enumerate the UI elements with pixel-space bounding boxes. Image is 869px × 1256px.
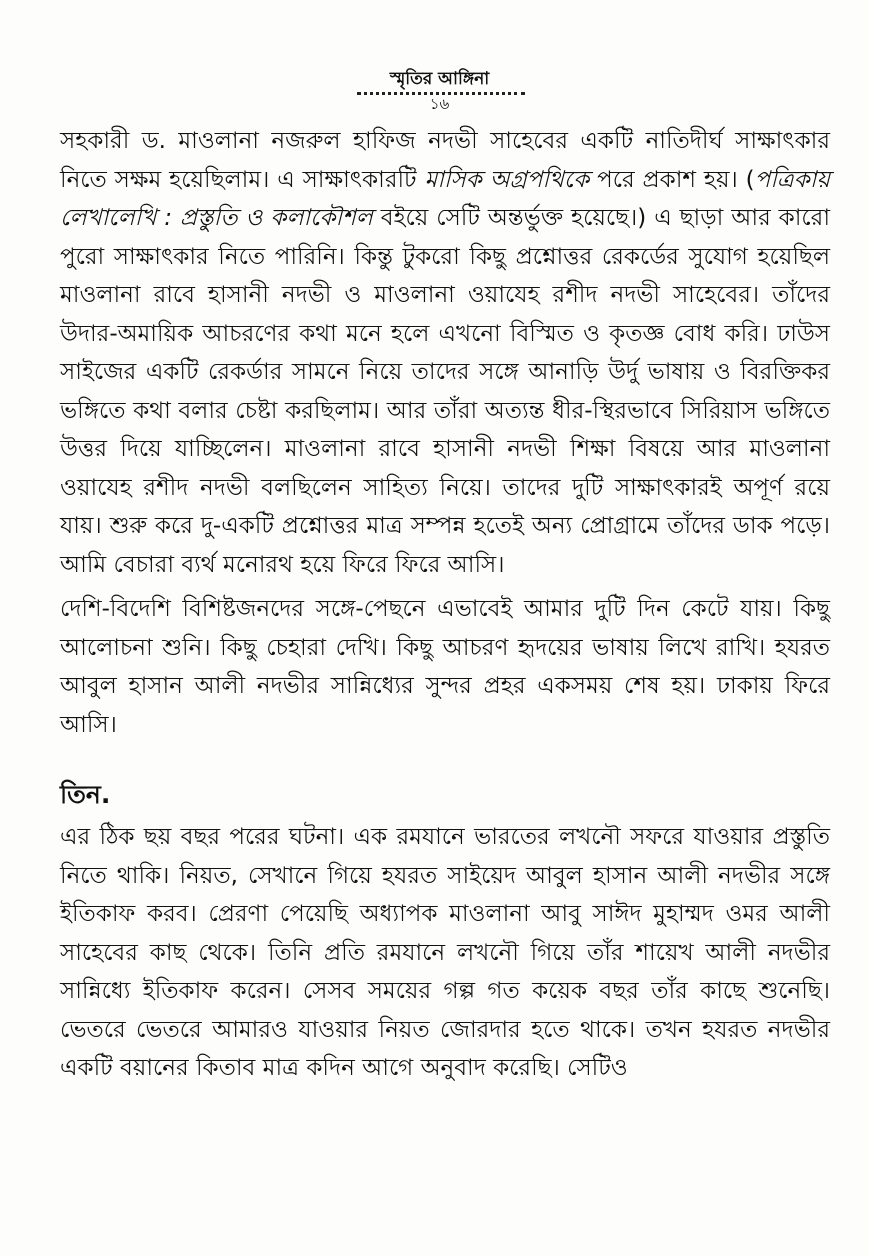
paragraph-1 [60,122,830,584]
page-header [0,68,869,113]
page-number: ১৬ [429,95,450,113]
text-segment: বইয়ে সেটি অন্তর্ভুক্ত হয়েছে।) এ ছাড়া আর কারো পুরো সাক্ষাৎকার নিতে পারিনি। কিন্তু টুকরো কিছু প্রশ্নোত্তর রেকর্ডের সুযোগ হয়েছিল মাওলানা রাবে হাসানী নদভী ও মাওলানা ওয়াযেহ রশীদ নদভী সাহেবের। তাঁদের উদার-অমায়িক আচরণের কথা মনে হলে এখনো বিস্মিত ও কৃতজ্ঞ বোধ করি। ঢাউস সাইজের একটি রেকর্ডার সামনে নিয়ে তাদের সঙ্গে আনাড়ি উর্দু ভাষায় ও বিরক্তিকর ভঙ্গিতে কথা বলার চেষ্টা করছিলাম। আর তাঁরা অত্যন্ত ধীর-স্থিরভাবে সিরিয়াস ভঙ্গিতে উত্তর দিয়ে যাচ্ছিলেন। মাওলানা রাবে হাসানী নদভী শিক্ষা বিষয়ে আর মাওলানা ওয়াযেহ রশীদ নদভী বলছিলেন সাহিত্য নিয়ে। তাদের দুটি সাক্ষাৎকারই অপূর্ণ রয়ে যায়। শুরু করে দু-একটি প্রশ্নোত্তর মাত্র সম্পন্ন হতেই অন্য প্রোগ্রামে তাঁদের ডাক পড়ে। আমি বেচারা ব্যর্থ মনোরথ হয়ে ফিরে ফিরে আসি। [60,205,830,578]
section-heading: তিন. [60,780,111,809]
paragraph-2 [60,590,830,744]
section-paragraph: এর ঠিক ছয় বছর পরের ঘটনা। এক রমযানে ভারতের লখনৌ সফরে যাওয়ার প্রস্তুতি নিতে থাকি। নিয়ত, সেখানে গিয়ে হযরত সাইয়েদ আবুল হাসান আলী নদভীর সঙ্গে ইতিকাফ করব। প্রেরণা পেয়েছি অধ্যাপক মাওলানা আবু সাঈদ মুহাম্মদ ওমর আলী সাহেবের কাছ থেকে। তিনি প্রতি রমযানে লখনৌ গিয়ে তাঁর শায়েখ আলী নদভীর সান্নিধ্যে ইতিকাফ করেন। সেসব সময়ের গল্প গত কয়েক বছর তাঁর কাছে শুনেছি। ভেতরে ভেতরে আমারও যাওয়ার নিয়ত জোরদার হতে থাকে। তখন হযরত নদভীর একটি বয়ানের কিতাব মাত্র কদিন আগে অনুবাদ করেছি। সেটিও [60,824,830,1081]
body-text [60,122,830,1088]
text-segment: সহকারী ড. মাওলানা নজরুল হাফিজ নদভী সাহেবের একটি নাতিদীর্ঘ সাক্ষাৎকার নিতে সক্ষম হয়েছিলাম। এ সাক্ষাৎকারটি [60,128,830,193]
book-title: পত্রিকায় লেখালেখি : প্রস্তুতি ও কলাকৌশল [60,166,830,231]
text-segment: পরে প্রকাশ হয়। ( [589,166,755,193]
text-segment: দেশি-বিদেশি বিশিষ্টজনদের সঙ্গে-পেছনে এভাবেই আমার দুটি দিন কেটে যায়। কিছু আলোচনা শুনি। কিছু চেহারা দেখি। কিছু আচরণ হৃদয়ের ভাষায় লিখে রাখি। হযরত আবুল হাসান আলী নদভীর সান্নিধ্যের সুন্দর প্রহর একসময় শেষ হয়। ঢাকায় ফিরে আসি। [60,596,830,738]
running-title: স্মৃতির আঙ্গিনা [389,69,490,89]
magazine-title: মাসিক অগ্রপথিকে [424,166,590,193]
